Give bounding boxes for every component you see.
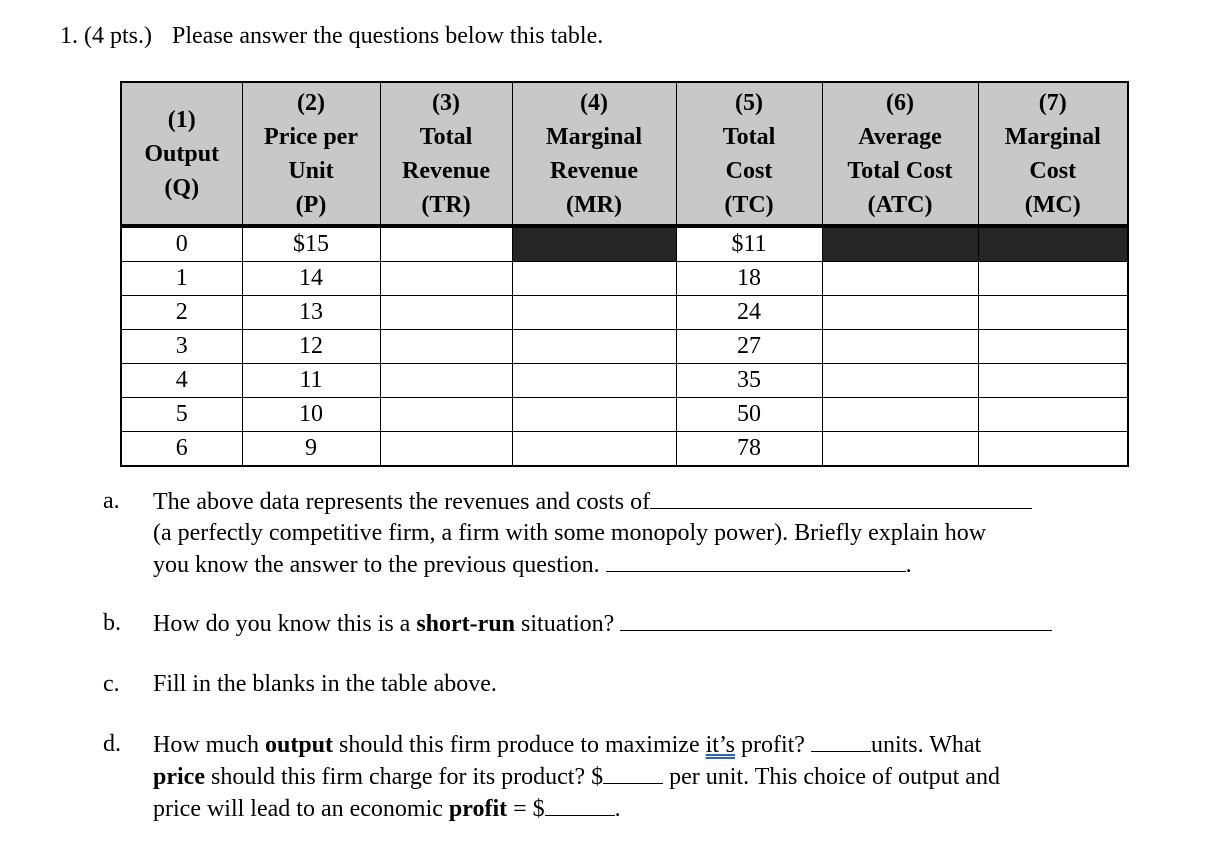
- question-b: b. How do you know this is a short-run situation?: [103, 608, 1103, 640]
- question-d-letter: d.: [103, 731, 121, 757]
- cell-q: 2: [121, 296, 242, 330]
- cell-mc[interactable]: [978, 398, 1128, 432]
- cell-mc[interactable]: [978, 364, 1128, 398]
- question-c-letter: c.: [103, 671, 120, 697]
- cell-mr[interactable]: [512, 432, 676, 467]
- table-header-row: [121, 82, 1128, 226]
- cell-mc[interactable]: [978, 262, 1128, 296]
- cell-tc: 35: [676, 364, 822, 398]
- header-marginal-revenue: (4) Marginal Revenue (MR): [512, 82, 676, 226]
- table-row: [121, 296, 1128, 330]
- cell-tr[interactable]: [380, 226, 512, 262]
- cell-mc[interactable]: [978, 296, 1128, 330]
- cell-atc[interactable]: [822, 398, 978, 432]
- header-average-total-cost: (6) Average Total Cost (ATC): [822, 82, 978, 226]
- answer-blank-explanation[interactable]: [606, 549, 906, 572]
- answer-blank-profit[interactable]: [545, 793, 615, 816]
- question-a: [103, 486, 1103, 581]
- header-total-revenue: (3) Total Revenue (TR): [380, 82, 512, 226]
- header-price: (2) Price per Unit (P): [242, 82, 380, 226]
- cell-atc[interactable]: [822, 330, 978, 364]
- table-row: [121, 226, 1128, 262]
- cell-q: 4: [121, 364, 242, 398]
- cell-q: 0: [121, 226, 242, 262]
- cell-p: 11: [242, 364, 380, 398]
- cell-tc: 50: [676, 398, 822, 432]
- cell-mc[interactable]: [978, 432, 1128, 467]
- question-a-letter: a.: [103, 488, 120, 514]
- header-marginal-cost: (7) Marginal Cost (MC): [978, 82, 1128, 226]
- question-number: 1. (4 pts.): [60, 23, 152, 49]
- cell-p: 9: [242, 432, 380, 467]
- cell-atc[interactable]: [822, 432, 978, 467]
- cell-q: 6: [121, 432, 242, 467]
- cell-q: 1: [121, 262, 242, 296]
- question-b-letter: b.: [103, 610, 121, 636]
- cell-mr-shaded: [512, 226, 676, 262]
- cell-mr[interactable]: [512, 330, 676, 364]
- cell-q: 5: [121, 398, 242, 432]
- header-total-cost: (5) Total Cost (TC): [676, 82, 822, 226]
- cell-atc[interactable]: [822, 262, 978, 296]
- table-row: [121, 364, 1128, 398]
- question-d: d. How much output should this firm produce to maximize it’s profit? units. What price should this firm charge for its product? $ per unit. This choice of output and price will lead to an economic profit = $ .: [103, 731, 1000, 822]
- cell-mr[interactable]: [512, 296, 676, 330]
- cell-atc-shaded: [822, 226, 978, 262]
- question-a-body: The above data represents the revenues and costs of (a perfectly competitive firm, a firm with some monopoly power). Briefly explain how you know the answer to the previous question. .: [153, 486, 1032, 581]
- table-row: [121, 432, 1128, 467]
- table-row: [121, 262, 1128, 296]
- question-c: c. Fill in the blanks in the table above.: [103, 669, 1103, 701]
- answer-blank-market-type[interactable]: [650, 486, 1032, 509]
- cell-p: 14: [242, 262, 380, 296]
- cell-p: 10: [242, 398, 380, 432]
- cell-tr[interactable]: [380, 296, 512, 330]
- answer-blank-short-run[interactable]: [620, 608, 1052, 631]
- cell-tr[interactable]: [380, 262, 512, 296]
- header-output: (1) Output (Q): [121, 82, 242, 226]
- cell-mr[interactable]: [512, 262, 676, 296]
- question-title: [60, 20, 603, 52]
- cell-tr[interactable]: [380, 364, 512, 398]
- cell-mc-shaded: [978, 226, 1128, 262]
- cell-atc[interactable]: [822, 364, 978, 398]
- cost-revenue-table: [120, 81, 1129, 467]
- answer-blank-price[interactable]: [603, 761, 663, 784]
- cell-p: 13: [242, 296, 380, 330]
- cell-tr[interactable]: [380, 432, 512, 467]
- cell-mr[interactable]: [512, 398, 676, 432]
- cell-atc[interactable]: [822, 296, 978, 330]
- its-spellcheck-word: it’s: [705, 732, 735, 758]
- cell-q: 3: [121, 330, 242, 364]
- cell-p: 12: [242, 330, 380, 364]
- table-row: [121, 398, 1128, 432]
- cell-tc: 24: [676, 296, 822, 330]
- table-row: [121, 330, 1128, 364]
- answer-blank-output[interactable]: [811, 729, 871, 752]
- cell-tr[interactable]: [380, 398, 512, 432]
- cell-mc[interactable]: [978, 330, 1128, 364]
- cell-tc: 78: [676, 432, 822, 467]
- question-instruction: Please answer the questions below this table.: [172, 23, 604, 49]
- cell-mr[interactable]: [512, 364, 676, 398]
- cell-p: $15: [242, 226, 380, 262]
- cell-tc: $11: [676, 226, 822, 262]
- cell-tc: 27: [676, 330, 822, 364]
- cell-tr[interactable]: [380, 330, 512, 364]
- cell-tc: 18: [676, 262, 822, 296]
